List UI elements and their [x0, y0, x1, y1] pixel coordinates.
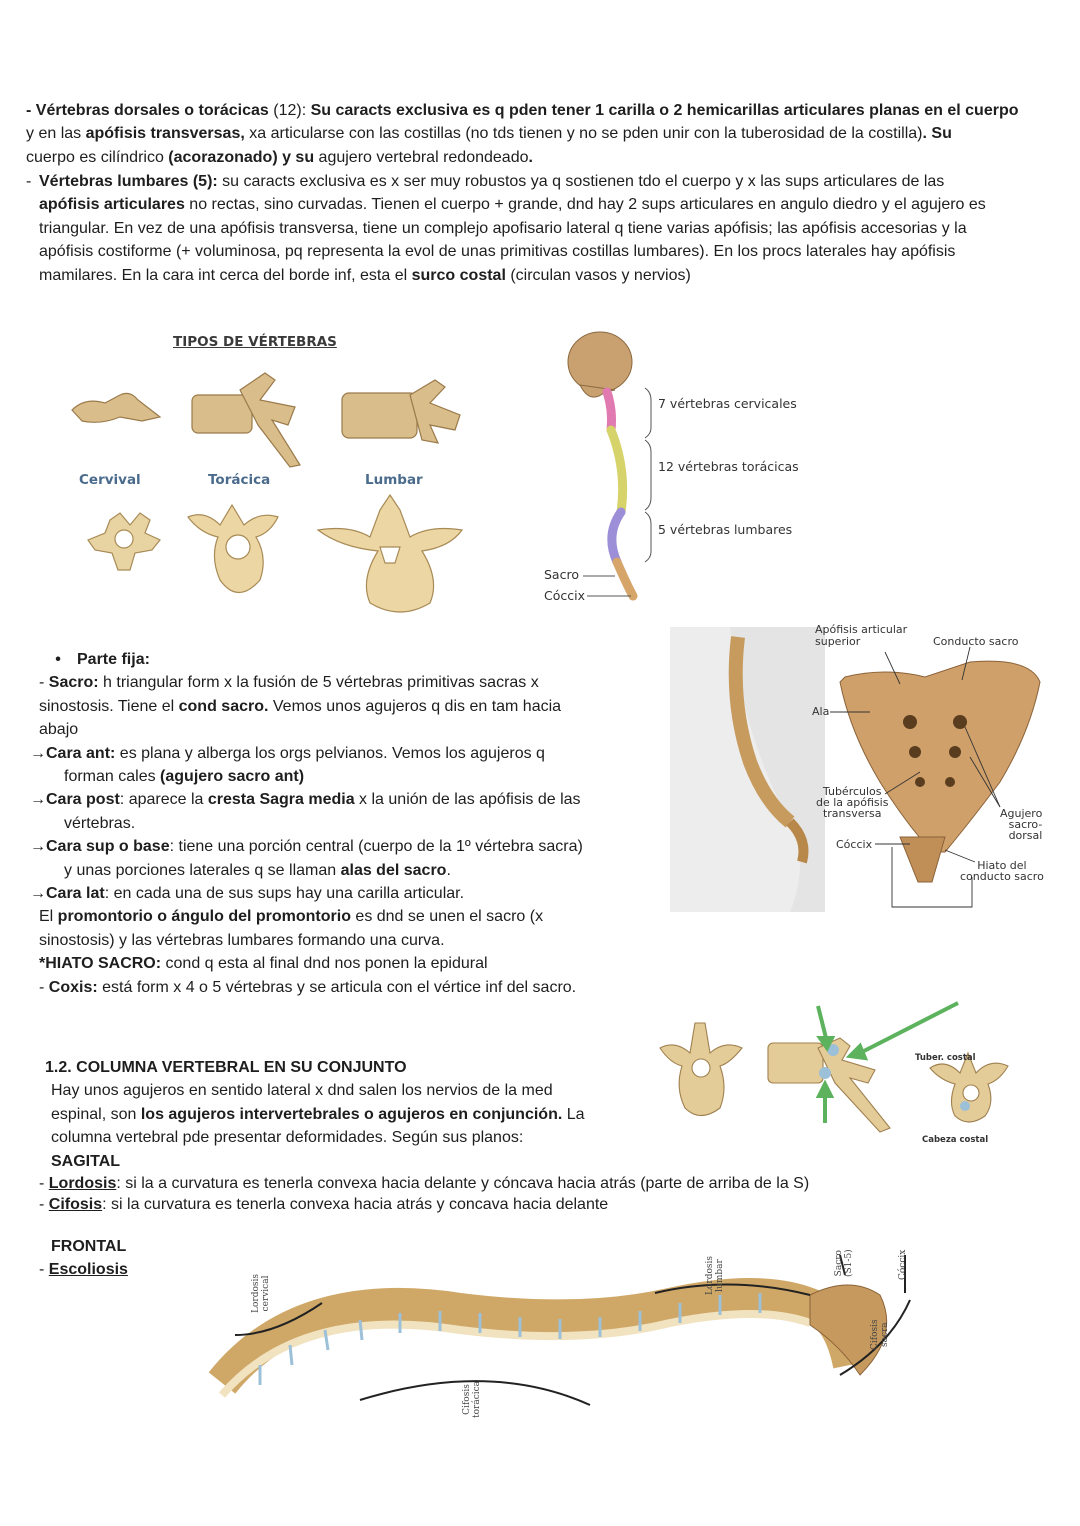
sup-t2: y unas porciones laterales q se llaman — [64, 861, 341, 879]
label-agujero-line3: dorsal — [1008, 829, 1043, 842]
parte-fija-section — [30, 648, 659, 999]
tipos-title: TIPOS DE VÉRTEBRAS — [173, 334, 337, 350]
columna-p2b: los agujeros intervertebrales o agujeros en conjunción. — [140, 1105, 563, 1123]
dorsales-b2: apófisis transversas, — [85, 125, 245, 143]
tipos-vertebras-figure — [60, 325, 480, 625]
ant-label: Cara ant: — [46, 744, 116, 762]
label-tuberculos-line2: de la apófisis — [816, 796, 889, 809]
lumbares-l1: su caracts exclusiva es x ser muy robustos ya q sostienen tdo el cuerpo y x las sups articulares de las — [217, 173, 945, 190]
lumbares-l5: mamilares. En la cara int cerca del borde inf, esta el — [39, 266, 412, 284]
lumbares-l3: triangular. En vez de una apófisis transversa, tiene un complejo apofisario lateral q tiene varias apófisis; las apófisis accesorias y la — [39, 219, 967, 237]
columna-heading: 1.2. COLUMNA VERTEBRAL EN SU CONJUNTO — [45, 1059, 407, 1076]
hiato-b: *HIATO SACRO: — [39, 955, 162, 973]
label-cifosis-toracica — [462, 1381, 482, 1418]
prom-b: promontorio o ángulo del promontorio — [57, 908, 351, 926]
cif-sacra-line1: Cifosis — [870, 1319, 880, 1350]
lumbares-title: Vértebras lumbares (5): — [39, 173, 218, 190]
label-cervicales: 7 vértebras cervicales — [658, 396, 797, 411]
label-apofisis-articular — [815, 624, 907, 648]
prom-t1: El — [39, 908, 58, 926]
label-toracica: Torácica — [208, 472, 271, 488]
post-t3: vértebras. — [64, 814, 136, 832]
label-lordosis-lumbar — [705, 1256, 725, 1295]
post-t2: x la unión de las apófisis de las — [354, 791, 581, 809]
escoliosis-dash: - — [39, 1261, 49, 1279]
label-conducto-sacro: Conducto sacro — [933, 635, 1019, 648]
label-lordosis-cervical — [251, 1274, 271, 1313]
dorsales-b4: (acorazonado) y su — [168, 148, 315, 166]
lumbares-paragraph — [39, 170, 1069, 287]
dorsales-title: Vértebras dorsales o torácicas — [35, 102, 269, 119]
label-lumbares: 5 vértebras lumbares — [658, 522, 793, 537]
sacro-line1: Sacro — [834, 1250, 844, 1277]
lordosis-dash: - — [39, 1175, 49, 1193]
cif-sacra-line2: sacra — [880, 1322, 890, 1348]
cifosis-label: Cifosis — [48, 1196, 103, 1214]
label-tuber-costal: Tuber. costal — [915, 1053, 976, 1063]
sup-b: alas del sacro — [340, 861, 447, 879]
label-tuberculos — [816, 786, 888, 819]
sup-t3: . — [446, 861, 451, 879]
lordosis-t: : si la a curvatura es tenerla convexa hacia delante y cóncava hacia atrás (parte de arriba de la S) — [116, 1175, 810, 1193]
lat-t1: : en cada una de sus sups hay una carilla articular. — [104, 885, 465, 903]
coxis-dash: - — [39, 978, 49, 996]
dorsales-bullet: - — [26, 102, 36, 119]
columna-p2a: espinal, son — [51, 1105, 141, 1123]
lord-cerv-line2: cervical — [261, 1275, 271, 1312]
label-tuberculos-line1: Tubérculos — [822, 785, 882, 798]
frontal-heading: FRONTAL — [51, 1238, 127, 1256]
parte-fija-bullet: • — [55, 651, 61, 668]
cifosis-dash: - — [39, 1196, 49, 1214]
sacro-t4: abajo — [39, 721, 79, 739]
lumbares-b1: apófisis articulares — [39, 196, 185, 214]
lord-lumb-line1: Lordosis — [705, 1256, 715, 1295]
cif-tor-line1: Cifosis — [462, 1384, 472, 1415]
escoliosis-label: Escoliosis — [48, 1261, 128, 1279]
lumbares-bullet: - — [26, 173, 32, 190]
prom-t3: sinostosis) y las vértebras lumbares formando una curva. — [39, 931, 445, 949]
sacrum-figure — [670, 622, 1050, 917]
label-coccix-sacro: Cóccix — [836, 838, 873, 851]
label-apofisis-line1: Apófisis articular — [815, 623, 908, 636]
dorsales-b3: . Su — [922, 125, 952, 143]
prom-t2: es dnd se unen el sacro (x — [350, 908, 544, 926]
cif-tor-line2: torácica — [472, 1380, 482, 1418]
post-t1: : aparece la — [119, 791, 208, 809]
label-cifosis-sacra — [870, 1319, 890, 1350]
coxis-label: Coxis: — [48, 978, 98, 996]
label-hiato — [960, 860, 1044, 882]
dorsales-paragraph — [26, 99, 1061, 169]
sacro-label: Sacro: — [48, 674, 99, 692]
label-cabeza-costal: Cabeza costal — [922, 1135, 989, 1145]
sup-t1: : tiene una porción central (cuerpo de la 1º vértebra sacra) — [169, 838, 583, 856]
sacro-dash: - — [39, 674, 49, 692]
lumbar-top-view — [318, 495, 462, 612]
cervical-side-view — [72, 393, 160, 422]
ant-b: (agujero sacro ant) — [160, 768, 305, 786]
label-agujero-sacro-dorsal — [1000, 808, 1042, 841]
label-coccix: Cóccix — [544, 588, 585, 603]
label-lumbar: Lumbar — [365, 472, 423, 488]
sacro-line2: (S1-5) — [844, 1249, 854, 1277]
label-hiato-line1: Hiato del — [977, 859, 1027, 872]
columna-p3: columna vertebral pde presentar deformidades. Según sus planos: — [51, 1129, 524, 1147]
lordosis-label: Lordosis — [48, 1175, 117, 1193]
ant-t1: es plana y alberga los orgs pelvianos. Vemos los agujeros q — [115, 744, 545, 762]
arrow-ant: → — [30, 744, 46, 762]
long-spine-figure — [200, 1235, 940, 1430]
label-coccix-long: Cóccix — [898, 1249, 908, 1280]
sacro-b: cond sacro. — [178, 697, 269, 715]
arrow-sup: → — [30, 838, 46, 856]
dorsales-t1: y en las — [26, 125, 86, 143]
label-sacro-s1-5 — [834, 1249, 854, 1277]
dorsales-t2: xa articularse con las costillas (no tds tienen y no se pden unir con la tuberosidad de la costilla) — [244, 125, 923, 143]
label-apofisis-line2: superior — [815, 635, 861, 648]
label-agujero-line1: Agujero — [1000, 807, 1043, 820]
dorsales-b1: Su caracts exclusiva es q pden tener 1 carilla o 2 hemicarillas articulares planas en el cuerpo — [310, 102, 1019, 119]
long-spine-illustration — [200, 1235, 940, 1430]
lat-label: Cara lat — [46, 885, 105, 903]
lumbares-l4: apófisis costiforme (+ voluminosa, pq representa la evol de unas primitivas costillas lumbares). En los procs laterales hay apófisis — [39, 243, 956, 261]
sup-label: Cara sup o base — [46, 838, 170, 856]
lumbares-l5b: (circulan vasos y nervios) — [505, 266, 691, 284]
dorsales-t3: cuerpo es cilíndrico — [26, 148, 169, 166]
coxis-t: está form x 4 o 5 vértebras y se articula con el vértice inf del sacro. — [97, 978, 577, 996]
label-agujero-line2: sacro- — [1008, 818, 1043, 831]
sagital-heading: SAGITAL — [51, 1152, 121, 1170]
post-label: Cara post — [46, 791, 120, 809]
label-ala: Ala — [812, 705, 830, 718]
ant-t2: forman cales — [64, 768, 161, 786]
sacro-t3: Vemos unos agujeros q dis en tam hacia — [268, 697, 562, 715]
dorsales-t4: agujero vertebral redondeado — [314, 148, 529, 166]
lumbar-side-view — [342, 380, 460, 443]
lord-cerv-line1: Lordosis — [251, 1274, 261, 1313]
columna-p2c: La — [562, 1105, 585, 1123]
parte-fija-heading: Parte fija: — [77, 651, 150, 668]
label-sacro: Sacro — [544, 567, 579, 582]
lumbares-b2: surco costal — [411, 266, 506, 284]
cervical-top-view — [88, 513, 160, 570]
lumbares-l2: no rectas, sino curvadas. Tienen el cuerpo + grande, dnd hay 2 sups articulares en angulo diedro y el agujero es — [184, 196, 986, 214]
spine-lateral-figure — [535, 330, 805, 610]
cifosis-t: : si la curvatura es tenerla convexa hacia atrás y concava hacia delante — [102, 1196, 609, 1214]
post-b: cresta Sagra media — [207, 791, 355, 809]
thoracic-top-view — [188, 505, 278, 593]
sacro-t2: sinostosis. Tiene el — [39, 697, 179, 715]
label-hiato-line2: conducto sacro — [960, 870, 1044, 883]
label-toracicas: 12 vértebras torácicas — [658, 459, 799, 474]
arrow-lat: → — [30, 885, 46, 903]
label-tuberculos-line3: transversa — [822, 807, 882, 820]
dorsales-b5: . — [528, 148, 533, 166]
dorsales-count: (12): — [268, 102, 311, 119]
hiato-t: cond q esta al final dnd nos ponen la epidural — [161, 955, 488, 973]
columna-p1: Hay unos agujeros en sentido lateral x dnd salen los nervios de la med — [51, 1082, 553, 1100]
thoracic-side-view — [192, 373, 300, 467]
label-cervical: Cervival — [79, 472, 141, 488]
arrow-post: → — [30, 791, 46, 809]
lord-lumb-line2: lumbar — [715, 1259, 725, 1292]
sacro-t1: h triangular form x la fusión de 5 vértebras primitivas sacras x — [98, 674, 539, 692]
